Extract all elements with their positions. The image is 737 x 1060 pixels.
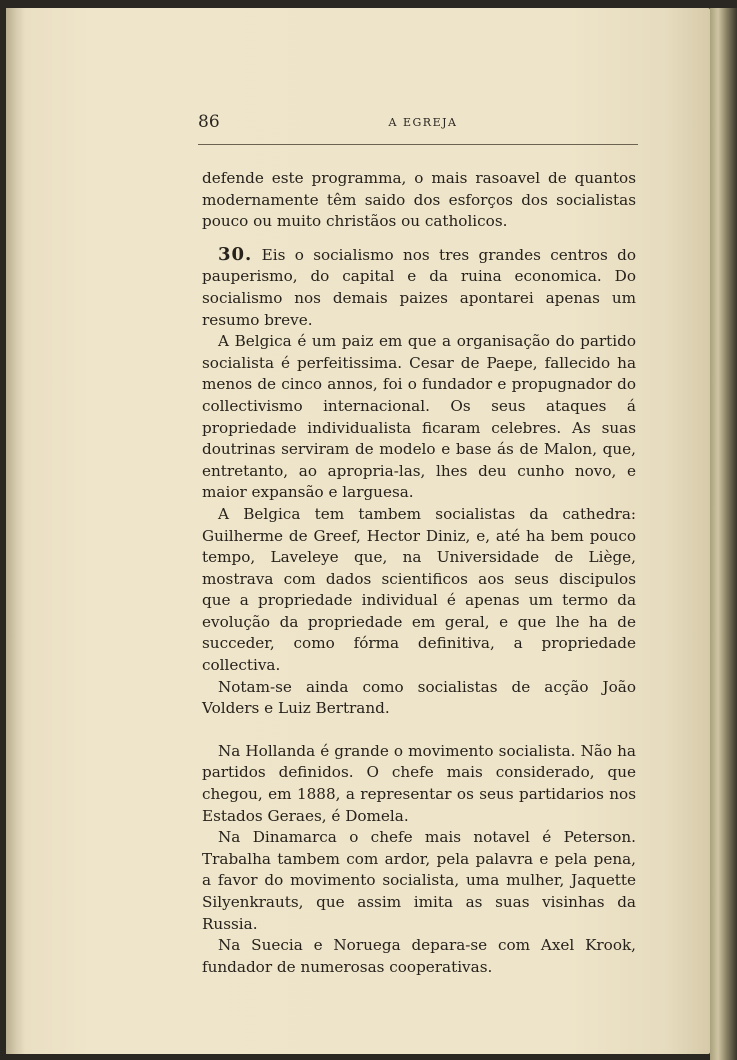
paragraph: A Belgica tem tambem socialistas da cathedra: Guilherme de Greef, Hector Diniz, e, até ha bem pouco tempo, Laveleye que, na Universidade de Liège, mostrava com dados scientificos aos seus discipulos que a propriedade individual é apenas um termo da evolução da propriedade em geral, e que lhe ha de succeder, como fórma definitiva, a propriedade collectiva. [202, 504, 636, 675]
section-paragraph-text: Eis o socialismo nos tres grandes centros do pauperismo, do capital e da ruina economica. Do socialismo nos demais paizes apontarei apenas um resumo breve. [202, 245, 636, 329]
body-text [202, 168, 636, 978]
paragraph: Na Hollanda é grande o movimento socialista. Não ha partidos definidos. O chefe mais considerado, que chegou, em 1888, a representar os seus partidarios nos Estados Geraes, é Domela. [202, 741, 636, 825]
paragraph: Na Dinamarca o chefe mais notavel é Peterson. Trabalha tambem com ardor, pela palavra e pela pena, a favor do movimento socialista, uma mulher, Jaquette Silyenkrauts, que assim imita as suas visinhas da Russia. [202, 828, 636, 933]
page-header [198, 112, 638, 142]
section-paragraph [202, 244, 636, 331]
page-number: 86 [198, 112, 220, 132]
running-title: A EGREJA [388, 116, 458, 129]
paragraph: defende este programma, o mais rasoavel de quantos modernamente têm saido dos esforços dos socialistas pouco ou muito christãos ou catholicos. [202, 169, 636, 231]
header-rule [198, 144, 638, 145]
paragraph: Notam-se ainda como socialistas de acção João Volders e Luiz Bertrand. [202, 677, 636, 718]
paragraph: A Belgica é um paiz em que a organisação do partido socialista é perfeitissima. Cesar de Paepe, fallecido ha menos de cinco annos, foi o fundador e propugnador do collectivismo internacional. Os seus ataques á propriedade individualista ficaram celebres. As suas doutrinas serviram de modelo e base ás de Malon, que, entretanto, ao apropria-las, lhes deu cunho novo, e maior expansão e larguesa. [202, 332, 636, 502]
section-number: 30. [218, 243, 253, 265]
paragraph: Na Suecia e Noruega depara-se com Axel Krook, fundador de numerosas cooperativas. [202, 936, 636, 976]
page-gutter [6, 8, 24, 1054]
page-edge [710, 8, 737, 1060]
